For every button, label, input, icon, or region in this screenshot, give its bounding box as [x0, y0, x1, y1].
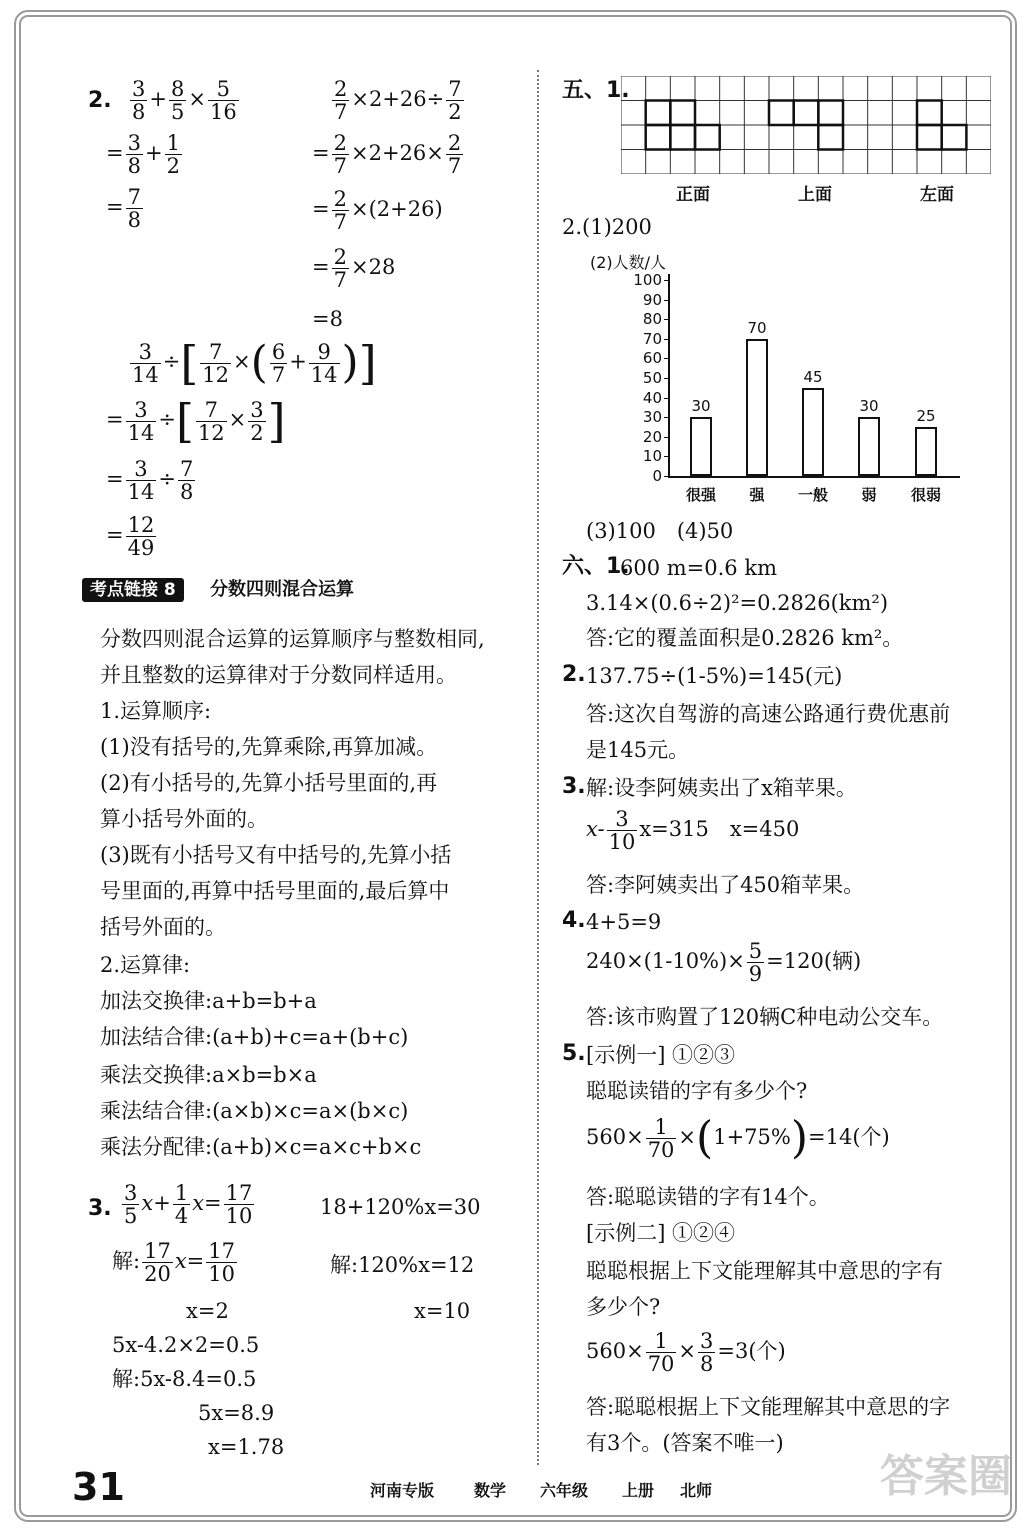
y-tick-label: 80	[642, 310, 662, 329]
s6-5-example2: [示例二] ①②④	[586, 1221, 736, 1245]
footer-subject: 数学	[474, 1481, 507, 1500]
s6-5-question2a: 聪聪根据上下文能理解其中意思的字有	[586, 1259, 943, 1283]
bar	[858, 417, 880, 476]
topic-title: 分数四则混合运算	[210, 579, 354, 600]
q3-eq2-step1: 解:120%x=12	[330, 1253, 475, 1277]
note-line: 乘法分配律:(a+b)×c=a×c+b×c	[100, 1135, 422, 1159]
note-line: (1)没有括号的,先算乘除,再算加减。	[100, 735, 438, 759]
y-tick	[664, 456, 668, 457]
y-tick-label: 90	[642, 290, 662, 309]
s6-3-eq: x- $\frac{3}{10}$ x=315 x=450	[586, 807, 800, 854]
s6-2-line1: 137.75÷(1-5%)=145(元)	[586, 664, 843, 688]
x-axis	[668, 476, 960, 478]
q2-p2-step2: = $\frac{2}{7}$ ×(2+26)	[312, 187, 443, 234]
front-view-cell	[670, 101, 695, 126]
y-tick-label: 60	[642, 349, 662, 368]
q2-p3-step1: = $\frac{3}{14}$ ÷[ $\frac{7}{12}$ × $\frac{3}{2}$ ]	[106, 394, 286, 448]
category-label: 强	[749, 486, 765, 504]
y-tick-label: 10	[642, 447, 662, 466]
note-line: (3)既有小括号又有中括号的,先算小括	[100, 843, 452, 867]
category-label: 很强	[685, 486, 716, 504]
q2-p2-step3: = $\frac{2}{7}$ ×28	[312, 245, 396, 292]
front-view-cell	[670, 125, 695, 150]
q2-problem2: $\frac{2}{7}$ ×2+26÷ $\frac{7}{2}$	[334, 77, 462, 124]
q3-eq3-ans: x=1.78	[208, 1435, 285, 1459]
s6-5-eq2: 560× $\frac{1}{70}$ × $\frac{3}{8}$ =3(个)	[586, 1329, 786, 1376]
footer-publisher: 北师	[680, 1481, 713, 1500]
left-view-cell	[917, 125, 942, 150]
q3-eq2-ans: x=10	[414, 1299, 471, 1323]
y-tick	[664, 417, 668, 418]
s6-2-num: 2.	[562, 662, 586, 687]
bar-value-label: 30	[859, 397, 879, 416]
column-divider	[537, 70, 539, 1465]
note-line: 并且整数的运算律对于分数同样适用。	[100, 663, 457, 687]
y-tick-label: 30	[642, 408, 662, 427]
view-label-left: 左面	[920, 185, 954, 205]
q2-p2-step1: = $\frac{2}{7}$ ×2+26× $\frac{2}{7}$	[312, 131, 462, 178]
s6-1-answer: 答:它的覆盖面积是0.2826 km²。	[586, 626, 904, 650]
left-view-cell	[917, 101, 942, 126]
top-view-cell	[818, 125, 843, 150]
q2-step2: = $\frac{7}{8}$	[106, 185, 141, 232]
s6-5-question2b: 多少个?	[586, 1295, 661, 1319]
s6-5-answer1: 答:聪聪读错的字有14个。	[586, 1185, 830, 1209]
chart-title: (2)人数/人	[590, 253, 667, 272]
s6-5-answer2a: 答:聪聪根据上下文能理解其中意思的字	[586, 1395, 951, 1419]
y-tick-label: 40	[642, 388, 662, 407]
y-tick-label: 20	[642, 427, 662, 446]
y-tick	[664, 319, 668, 320]
q2-problem1: $\frac{3}{8}$ + $\frac{8}{5}$ × $\frac{5}{16}$	[132, 77, 237, 124]
y-tick	[664, 358, 668, 359]
s6-4-eq: 240×(1-10%)× $\frac{5}{9}$ =120(辆)	[586, 939, 862, 986]
s6-5-eq1: 560× $\frac{1}{70}$ ×(1+75%)=14(个)	[586, 1112, 890, 1164]
q2-1-answer: 2.(1)200	[562, 215, 652, 239]
bar	[915, 427, 937, 476]
q3-label: 3.	[88, 1196, 112, 1221]
note-line: 括号外面的。	[100, 915, 226, 939]
topic-badge: 考点链接 8	[82, 578, 184, 602]
bar-value-label: 25	[916, 407, 936, 425]
view-label-front: 正面	[676, 185, 710, 205]
category-label: 一般	[797, 486, 828, 504]
top-view-cell	[769, 101, 794, 126]
s6-4-num: 4.	[562, 908, 586, 933]
y-tick	[664, 476, 668, 477]
section6-label: 六、1.	[562, 554, 630, 579]
y-tick	[664, 339, 668, 340]
note-line: 加法结合律:(a+b)+c=a+(b+c)	[100, 1025, 409, 1049]
three-view-grid	[621, 76, 991, 174]
s6-5-example1: [示例一] ①②③	[586, 1043, 736, 1067]
bar	[802, 388, 824, 476]
s6-2-answer1: 答:这次自驾游的高速公路通行费优惠前	[586, 702, 951, 726]
q2-step1: = $\frac{3}{8}$ + $\frac{1}{2}$	[106, 131, 180, 178]
y-tick	[664, 378, 668, 379]
bar-value-label: 70	[747, 318, 767, 337]
q2-p3-step2: = $\frac{3}{14}$ ÷ $\frac{7}{8}$	[106, 457, 194, 504]
q3-eq1-step1: 解: $\frac{17}{20}$ x= $\frac{17}{10}$	[112, 1239, 235, 1286]
note-line: 乘法交换律:a×b=b×a	[100, 1063, 317, 1087]
q2-p3-step3: = $\frac{12}{49}$	[106, 513, 155, 560]
note-line: (2)有小括号的,先算小括号里面的,再	[100, 771, 438, 795]
s6-5-question1: 聪聪读错的字有多少个?	[586, 1079, 808, 1103]
left-view-cell	[942, 125, 967, 150]
q2-label: 2.	[88, 88, 112, 113]
front-view-cell	[646, 125, 671, 150]
q3-eq1: $\frac{3}{5}$ x+ $\frac{1}{4}$ x= $\frac{17}{10}$	[124, 1181, 253, 1228]
s6-5-num: 5.	[562, 1041, 586, 1066]
note-line: 算小括号外面的。	[100, 807, 268, 831]
y-tick-label: 100	[633, 271, 662, 289]
q3-eq2: 18+120%x=30	[320, 1195, 481, 1219]
s6-1-line1: 600 m=0.6 km	[620, 556, 777, 580]
front-view-cell	[646, 101, 671, 126]
bar-value-label: 45	[803, 367, 823, 386]
s6-3-num: 3.	[562, 774, 586, 799]
top-view-cell	[818, 101, 843, 126]
footer-volume: 上册	[622, 1481, 655, 1500]
note-line: 乘法结合律:(a×b)×c=a×(b×c)	[100, 1099, 409, 1123]
watermark-logo: 答案圈	[880, 1451, 1012, 1502]
footer-grade: 六年级	[540, 1481, 589, 1500]
s6-1-line2: 3.14×(0.6÷2)²=0.2826(km²)	[586, 591, 889, 615]
page-border	[14, 10, 1017, 1522]
y-tick	[664, 398, 668, 399]
front-view-cell	[695, 125, 720, 150]
note-line: 分数四则混合运算的运算顺序与整数相同,	[100, 627, 485, 651]
note-line: 1.运算顺序:	[100, 699, 212, 723]
category-label: 弱	[861, 486, 877, 504]
bar	[690, 417, 712, 476]
y-tick-label: 50	[642, 369, 662, 387]
note-line: 2.运算律:	[100, 953, 191, 977]
s6-3-line1: 解:设李阿姨卖出了x箱苹果。	[586, 776, 857, 800]
note-line: 加法交换律:a+b=b+a	[100, 989, 317, 1013]
q2-problem3: $\frac{3}{14}$ ÷[ $\frac{7}{12}$ ×( $\frac{6}{7}$ + $\frac{9}{14}$ )]	[132, 336, 377, 390]
q2-34-answer: (3)100 (4)50	[586, 519, 734, 543]
note-line: 号里面的,再算中括号里面的,最后算中	[100, 879, 450, 903]
footer-edition: 河南专版	[370, 1481, 435, 1500]
q3-eq3-step1: 解:5x-8.4=0.5	[112, 1367, 257, 1391]
y-tick	[664, 280, 668, 281]
q3-eq1-ans: x=2	[186, 1299, 229, 1323]
category-label: 很弱	[910, 486, 941, 504]
s6-2-answer2: 是145元。	[586, 738, 690, 762]
bar	[746, 339, 768, 476]
y-axis	[668, 274, 670, 476]
s6-4-line1: 4+5=9	[586, 910, 662, 934]
y-tick-label: 70	[642, 329, 662, 348]
y-tick	[664, 300, 668, 301]
top-view-cell	[794, 101, 819, 126]
bar-value-label: 30	[691, 397, 711, 416]
y-tick-label: 0	[652, 467, 662, 485]
q3-eq3-step2: 5x=8.9	[198, 1401, 275, 1425]
y-tick	[664, 437, 668, 438]
s6-3-answer: 答:李阿姨卖出了450箱苹果。	[586, 873, 865, 897]
page-number: 31	[72, 1465, 125, 1509]
section5-label: 五、1.	[562, 78, 630, 103]
view-label-top: 上面	[798, 185, 832, 205]
q2-p2-step4: =8	[312, 307, 343, 331]
q3-eq3: 5x-4.2×2=0.5	[112, 1333, 260, 1357]
s6-5-answer2b: 有3个。(答案不唯一)	[586, 1431, 784, 1455]
s6-4-answer: 答:该市购置了120辆C种电动公交车。	[586, 1005, 944, 1029]
